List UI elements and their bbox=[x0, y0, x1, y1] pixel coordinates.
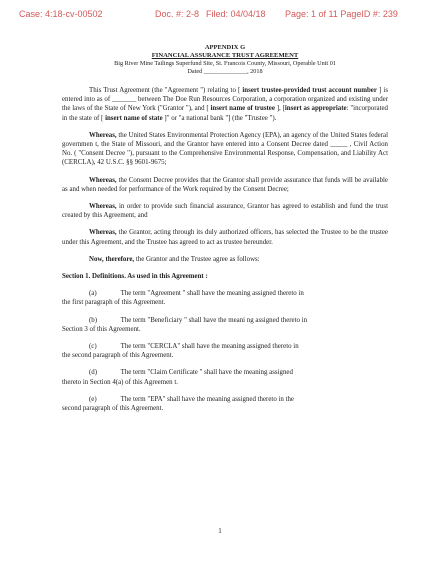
intro-placeholder-state: insert name of state bbox=[105, 114, 163, 122]
section-1-title: Section 1. Definitions. As used in this Agreement bbox=[62, 273, 204, 281]
definition-item bbox=[62, 342, 388, 360]
definition-text-cont: the second paragraph of this Agreement. bbox=[62, 352, 174, 360]
site-line: Big River Mine Tailings Superfund Site, St. Francois County, Missouri, Operable Unit 01 bbox=[114, 60, 336, 67]
definition-label: (c) bbox=[89, 343, 97, 351]
now-therefore-paragraph bbox=[62, 255, 388, 264]
section-1-colon: : bbox=[203, 273, 208, 281]
intro-text: ], [ bbox=[274, 105, 285, 113]
definition-text-cont: second paragraph of this Agreement. bbox=[62, 405, 164, 413]
intro-text: ]" or "a national bank "] (the "Trustee "). bbox=[162, 114, 277, 122]
intro-placeholder-account: insert trustee-provided trust account number bbox=[242, 87, 377, 94]
definition-text-cont: Section 3 of this Agreement. bbox=[62, 325, 141, 333]
definition-text: The term "EPA" shall have the meaning assigned thereto in the bbox=[120, 395, 294, 403]
whereas-text: the United States Environmental Protection Agency (EPA), an agency of the United States federal governmen t, the State of Missouri, and the Grantor have entered into a Consent Decree dated _____ , Civil Action No. ( "Consent Decree "), pursuant to the Comprehensive Environmental Response, Compensation, and Liability Act (CERCLA), 42 U.S.C. §§ 9601-9675; bbox=[62, 131, 388, 167]
whereas-paragraph bbox=[62, 176, 388, 194]
whereas-lead: Whereas, bbox=[89, 176, 117, 184]
intro-text: ] is entered into as of _______ between The Doe Run Resources Corporation, a corporation organized and existing under the laws of the State of New York ("Grantor "), and [ bbox=[62, 87, 389, 113]
definition-item bbox=[62, 289, 388, 307]
definition-label: (a) bbox=[89, 290, 97, 298]
whereas-paragraph bbox=[62, 228, 388, 246]
definition-text: The term "Beneficiary " shall have the meani ng assigned thereto in bbox=[120, 316, 308, 324]
definition-label: (e) bbox=[89, 395, 97, 403]
definition-item bbox=[62, 368, 388, 386]
section-1-heading bbox=[62, 272, 388, 281]
definition-text: The term "Agreement " shall have the meaning assigned thereto in bbox=[120, 290, 304, 298]
case-number: Case: 4:18-cv-00502 bbox=[19, 9, 103, 19]
now-therefore-lead: Now, therefore, bbox=[89, 255, 135, 263]
definition-text: The term "CERCLA" shall have the meaning assigned thereto in bbox=[120, 343, 299, 351]
intro-text: : "incorporated in the state of [ bbox=[62, 105, 388, 122]
whereas-lead: Whereas, bbox=[89, 203, 117, 211]
definition-text-cont: the first paragraph of this Agreement. bbox=[62, 299, 166, 307]
whereas-text: the Consent Decree provides that the Grantor shall provide assurance that funds will be available as and when needed for performance of the Work required by the Consent Decree; bbox=[62, 176, 388, 193]
whereas-lead: Whereas, bbox=[89, 229, 117, 237]
definition-item bbox=[62, 395, 388, 413]
page-number: 1 bbox=[218, 527, 222, 535]
intro-text: This Trust Agreement (the "Agreement ") relating to [ bbox=[89, 87, 243, 94]
definition-item bbox=[62, 316, 388, 334]
intro-paragraph bbox=[62, 86, 388, 123]
page-id: Page: 1 of 11 PageID #: 239 bbox=[285, 9, 398, 19]
ecf-filing-header bbox=[0, 9, 440, 23]
definition-text: The term "Claim Certificate " shall have the meaning assigned bbox=[120, 369, 293, 377]
whereas-paragraph bbox=[62, 131, 388, 168]
whereas-text: the Grantor, acting through its duly authorized officers, has selected the Trustee to be the trustee under this Agreement, and the Trustee has agreed to act as trustee hereunder. bbox=[62, 229, 388, 246]
appendix-label: APPENDIX G bbox=[204, 44, 246, 51]
definition-label: (d) bbox=[89, 369, 98, 377]
document-body bbox=[62, 44, 388, 413]
document-number: Doc. #: 2-8 bbox=[155, 9, 200, 19]
whereas-lead: Whereas, bbox=[89, 131, 117, 139]
intro-placeholder-trustee: insert name of trustee bbox=[210, 105, 275, 113]
now-therefore-text: the Grantor and the Trustee agree as follows: bbox=[134, 255, 260, 263]
intro-placeholder-appropriate: insert as appropriate bbox=[284, 105, 347, 113]
dated-line: Dated ______________, 2018 bbox=[187, 68, 263, 75]
whereas-paragraph bbox=[62, 202, 388, 220]
definition-text-cont: thereto in Section 4(a) of this Agreemen t. bbox=[62, 378, 178, 386]
document-title: FINANCIAL ASSURANCE TRUST AGREEMENT bbox=[151, 52, 299, 59]
definition-label: (b) bbox=[89, 316, 98, 324]
whereas-text: in order to provide such financial assurance, Grantor has agreed to establish and fund the trust created by this Agreement, and bbox=[62, 203, 388, 220]
filed-date: Filed: 04/04/18 bbox=[206, 9, 266, 19]
